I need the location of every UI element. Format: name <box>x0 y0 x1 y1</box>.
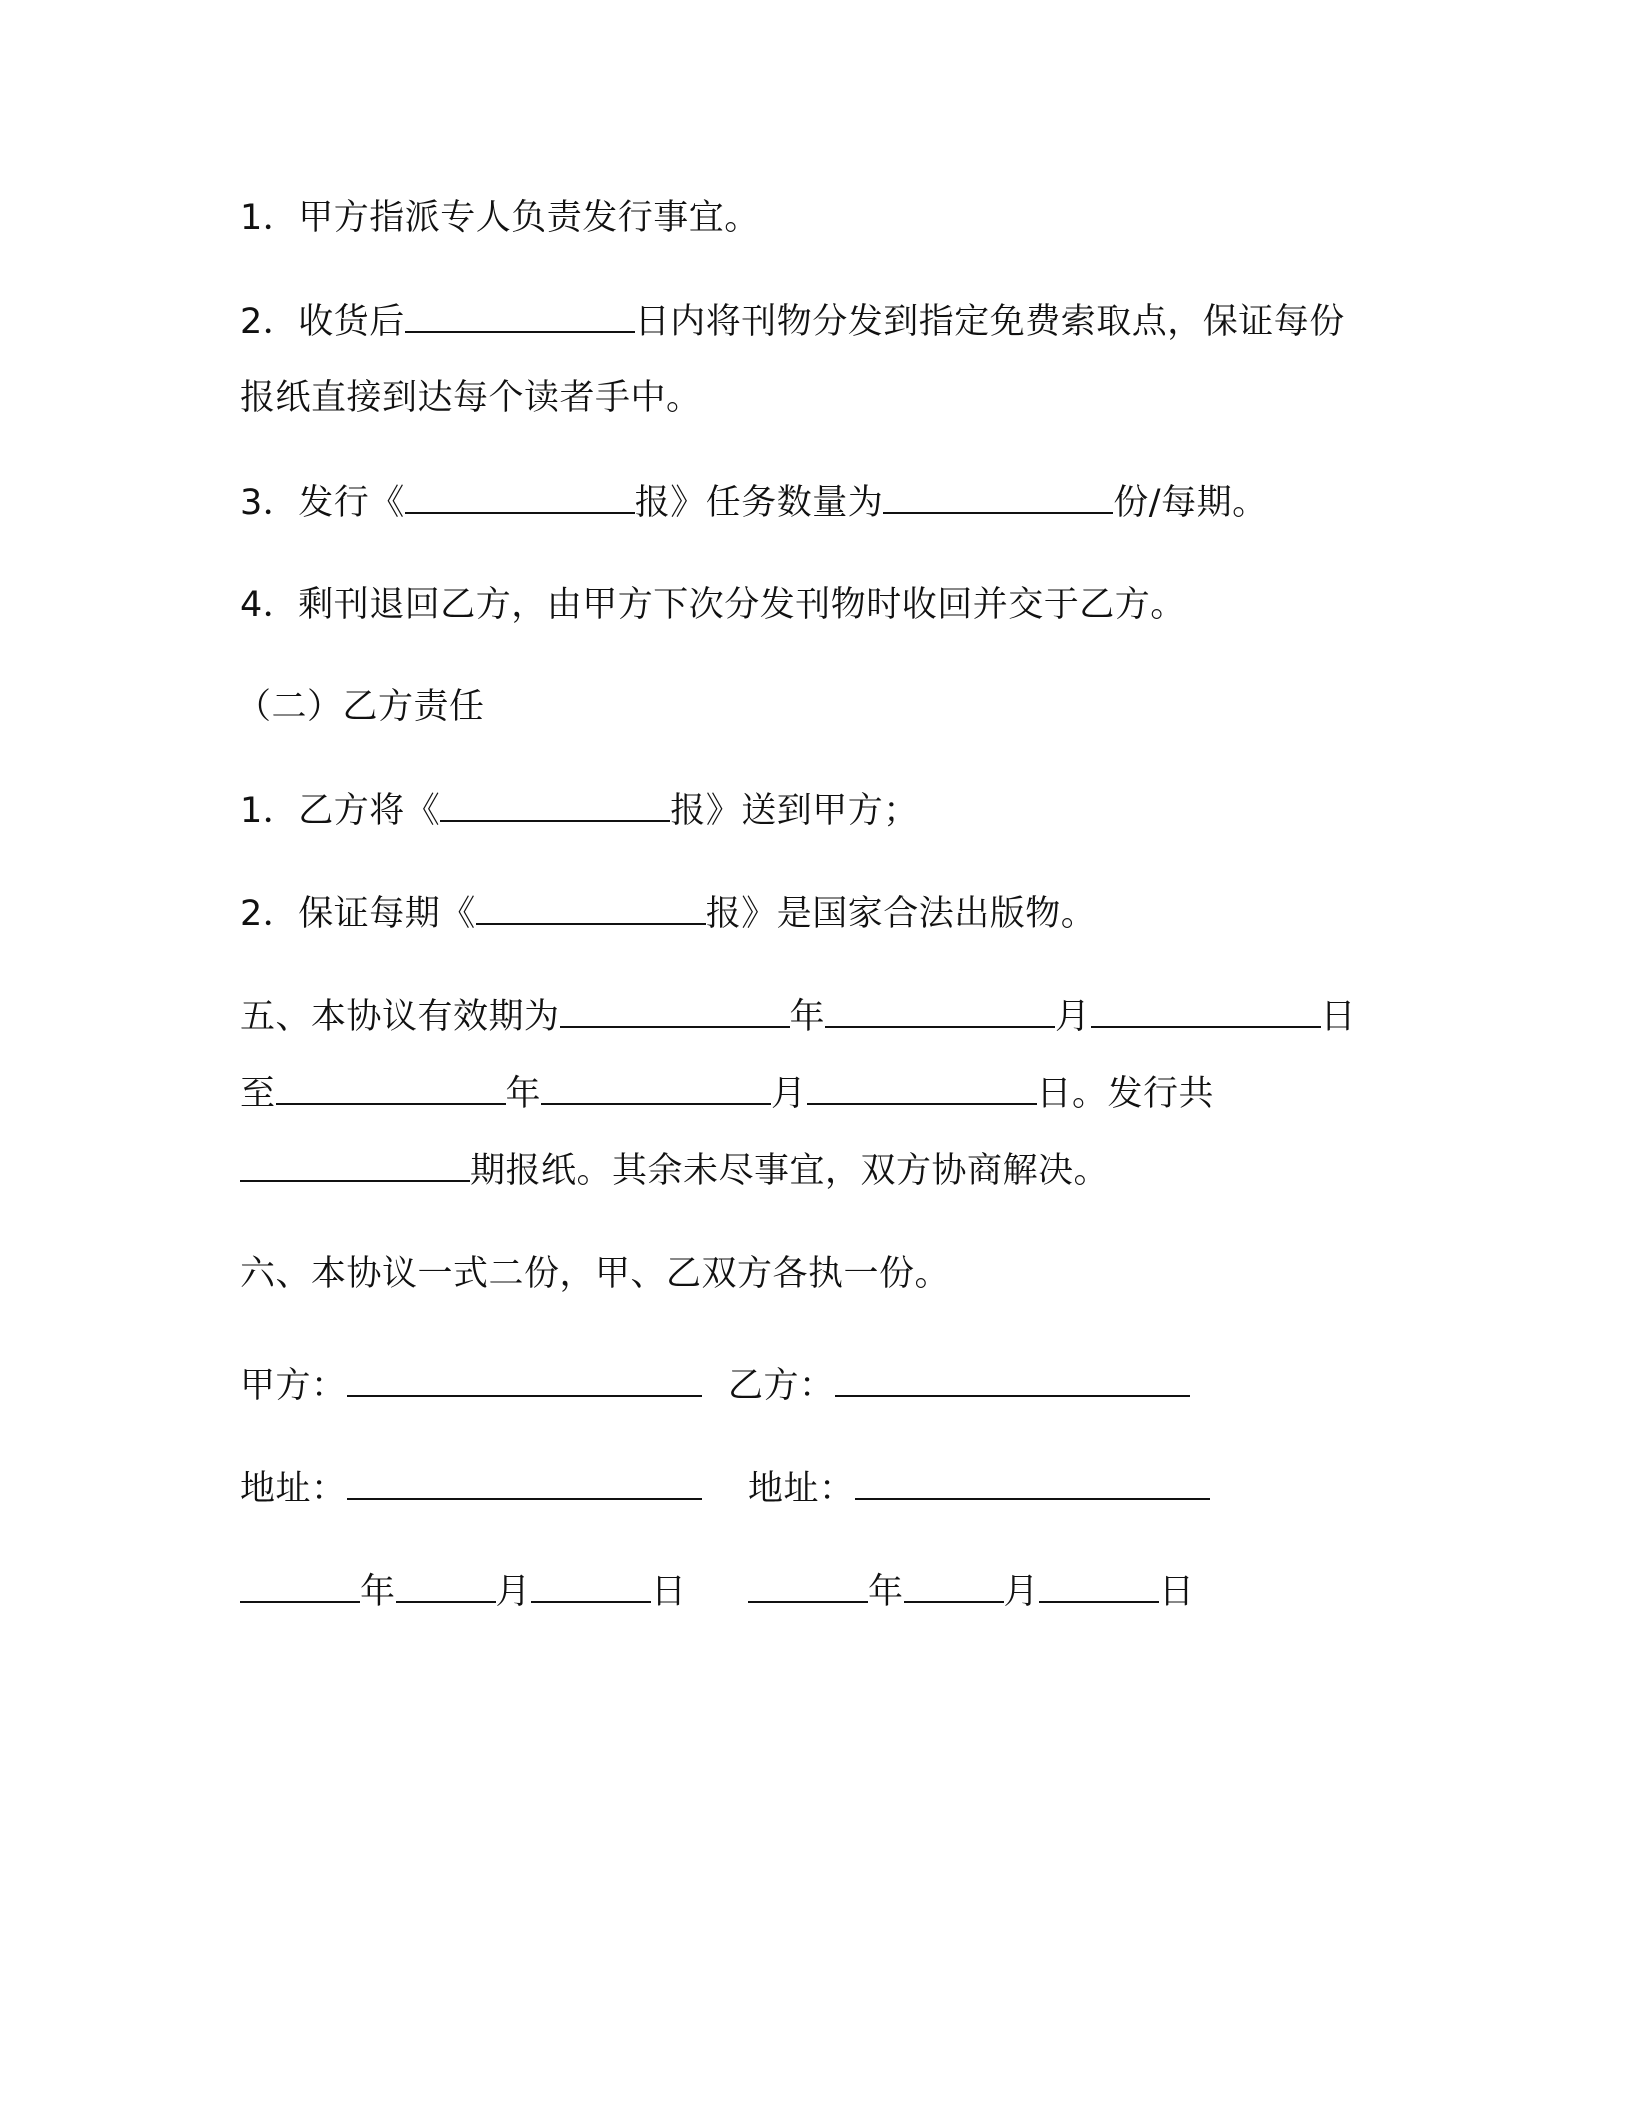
label-year: 年 <box>360 1572 396 1612</box>
party-a-label: 甲方： <box>240 1366 347 1406</box>
label-year: 年 <box>868 1572 904 1612</box>
clause-a1 <box>240 198 760 238</box>
blank-start-day[interactable] <box>1091 996 1321 1028</box>
clause-copies-text: 六、本协议一式二份，甲、乙双方各执一份。 <box>240 1254 951 1294</box>
clause-b2-suffix: 报》是国家合法出版物。 <box>705 894 1097 934</box>
address-b-field[interactable] <box>855 1468 1210 1500</box>
blank-end-year[interactable] <box>276 1073 506 1105</box>
date-a-month-field[interactable] <box>396 1571 496 1603</box>
party-a-signature-field[interactable] <box>347 1365 702 1397</box>
date-a-year-field[interactable] <box>240 1571 360 1603</box>
blank-days[interactable] <box>405 301 635 333</box>
blank-end-day[interactable] <box>807 1073 1037 1105</box>
address-party-a <box>240 1468 702 1509</box>
blank-newspaper-name[interactable] <box>405 482 635 514</box>
date-b-month-field[interactable] <box>904 1571 1004 1603</box>
clause-a3-prefix: 3．发行《 <box>240 483 405 523</box>
clause-a1-text: 1．甲方指派专人负责发行事宜。 <box>240 198 760 238</box>
date-b-year-field[interactable] <box>748 1571 868 1603</box>
address-a-label: 地址： <box>240 1469 347 1509</box>
clause-validity-end-suffix: 日。发行共 <box>1036 1074 1215 1114</box>
label-month: 月 <box>495 1572 532 1612</box>
blank-start-month[interactable] <box>825 996 1055 1028</box>
blank-newspaper-name-b1[interactable] <box>440 790 670 822</box>
label-day: 日 <box>651 1572 687 1612</box>
section-heading-text: （二）乙方责任 <box>236 687 485 727</box>
label-to: 至 <box>240 1074 276 1114</box>
blank-end-month[interactable] <box>541 1073 771 1105</box>
date-party-b <box>748 1571 1195 1612</box>
clause-copies <box>240 1254 950 1294</box>
clause-a3-suffix: 份/每期。 <box>1113 483 1268 523</box>
signature-party-a <box>240 1365 702 1406</box>
clause-b1-suffix: 报》送到甲方； <box>670 791 919 831</box>
label-month: 月 <box>1003 1572 1040 1612</box>
date-b-day-field[interactable] <box>1039 1571 1159 1603</box>
blank-quantity[interactable] <box>883 482 1113 514</box>
clause-a2 <box>240 301 1345 342</box>
label-month: 月 <box>771 1074 807 1114</box>
party-b-signature-field[interactable] <box>835 1365 1190 1397</box>
label-year: 年 <box>789 997 826 1037</box>
blank-issue-count[interactable] <box>240 1150 470 1182</box>
label-day: 日 <box>1320 997 1357 1037</box>
clause-a3 <box>240 482 1268 523</box>
clause-issues-suffix: 期报纸。其余未尽事宜，双方协商解决。 <box>470 1151 1110 1191</box>
label-month: 月 <box>1055 997 1091 1037</box>
clause-a3-middle: 报》任务数量为 <box>634 483 884 523</box>
clause-issues <box>240 1150 1109 1191</box>
clause-validity <box>240 996 1356 1037</box>
party-b-label: 乙方： <box>728 1366 835 1406</box>
label-year: 年 <box>505 1074 542 1114</box>
clause-b2-prefix: 2．保证每期《 <box>240 894 476 934</box>
blank-start-year[interactable] <box>560 996 790 1028</box>
label-day: 日 <box>1159 1572 1195 1612</box>
clause-a2-suffix: 日内将刊物分发到指定免费索取点，保证每份 <box>634 302 1345 342</box>
date-a-day-field[interactable] <box>531 1571 651 1603</box>
address-a-field[interactable] <box>347 1468 702 1500</box>
address-party-b <box>748 1468 1210 1509</box>
address-b-label: 地址： <box>748 1469 855 1509</box>
signature-party-b <box>728 1365 1190 1406</box>
clause-validity-prefix: 五、本协议有效期为 <box>240 997 560 1037</box>
clause-b1 <box>240 790 919 831</box>
date-party-a <box>240 1571 687 1612</box>
clause-b2 <box>240 893 1096 934</box>
clause-a2-continued <box>240 378 702 418</box>
clause-b1-prefix: 1．乙方将《 <box>240 791 441 831</box>
clause-a4-text: 4．剩刊退回乙方，由甲方下次分发刊物时收回并交于乙方。 <box>240 585 1186 625</box>
clause-a2-continued-text: 报纸直接到达每个读者手中。 <box>240 378 702 418</box>
clause-validity-end <box>240 1073 1214 1114</box>
clause-a4 <box>240 585 1186 625</box>
clause-a2-prefix: 2．收货后 <box>240 302 405 342</box>
blank-newspaper-name-b2[interactable] <box>476 893 706 925</box>
section-heading-party-b <box>236 687 485 727</box>
